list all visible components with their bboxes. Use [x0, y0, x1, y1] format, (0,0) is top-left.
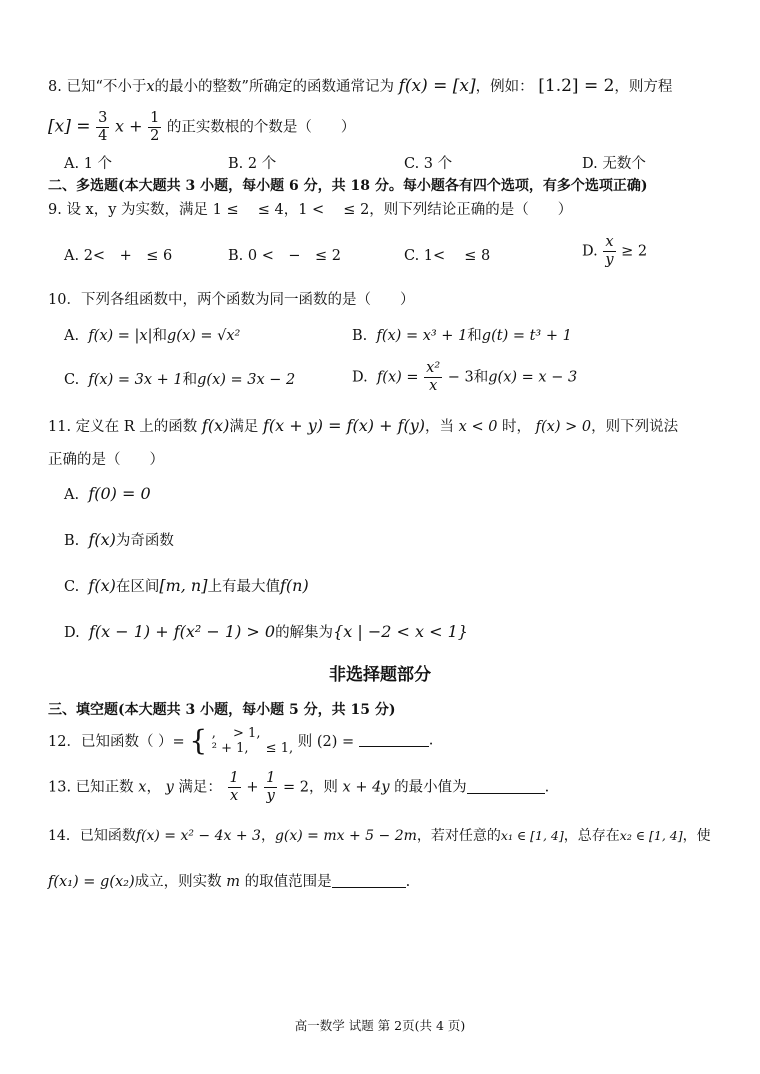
func-f-tail: − 3: [447, 369, 474, 386]
q10-stem: 10．下列各组函数中，两个函数为同一函数的是（ ）: [48, 292, 415, 308]
option-tail: ≥ 2: [621, 243, 648, 260]
frac-num: x: [603, 234, 615, 252]
option-label: D.: [582, 243, 598, 260]
page-footer: 高一数学 试题 第 2页(共 4 页): [294, 1018, 466, 1033]
q14-text: ，总存在: [563, 828, 620, 844]
q14-line1: [48, 826, 711, 846]
part-2-title: 非选择题部分: [329, 665, 431, 685]
var-x: x: [138, 779, 147, 796]
option-text: 为奇函数: [115, 533, 174, 549]
fraction-1-x: [228, 770, 241, 805]
frac-den: y: [605, 252, 614, 268]
fraction-1-y: [264, 770, 277, 805]
q8-text: ，例如：: [475, 79, 534, 95]
additive-equation: f(x + y) = f(x) + f(y): [262, 416, 426, 435]
func-fn: f(n): [279, 576, 309, 595]
func-f: f(x): [201, 416, 230, 435]
q11-option-c: [64, 576, 309, 597]
x2-domain: x₂ ∈ [1, 4]: [619, 828, 683, 843]
answer-blank[interactable]: [359, 732, 429, 747]
q14-text: 成立，则实数: [134, 874, 222, 890]
option-label: D.: [352, 369, 368, 386]
q11-text: ，当: [425, 419, 455, 435]
q13-text: 的最小值为: [394, 779, 467, 796]
frac-num: 3: [98, 110, 108, 126]
q8-option-b: B. 2 个: [228, 156, 277, 172]
x1-domain: x₁ ∈ [1, 4]: [500, 828, 564, 843]
func-g: g(x) = 3x − 2: [197, 372, 296, 388]
q11-stem-line1: [48, 416, 678, 437]
condition: x < 0: [458, 419, 498, 435]
condition: f(x) > 0: [535, 419, 592, 435]
and-text: 和: [182, 372, 198, 388]
and-text: 和: [152, 328, 167, 344]
func-f: f(x) = 3x + 1: [88, 372, 183, 388]
q12-line: [48, 724, 433, 757]
frac-den: x: [429, 378, 438, 394]
fraction-x-y: [603, 234, 615, 269]
func-f: f(x): [88, 576, 116, 595]
q14-text: 的取值范围是: [244, 874, 332, 890]
q8-text: 的最小的整数”所确定的函数通常记为: [154, 79, 394, 95]
q9-option-b: B. 0 < − ≤ 2: [228, 248, 341, 264]
q10-option-b: [352, 326, 572, 346]
option-label: D.: [64, 625, 80, 641]
frac-num: 1: [266, 770, 276, 786]
func-g: g(x) = x − 3: [488, 369, 578, 386]
q14-text: 14．已知函数: [48, 828, 136, 844]
q14-text: ，使: [682, 828, 711, 844]
q11-text: ，则下列说法: [591, 419, 679, 435]
option-label: C.: [64, 372, 80, 388]
q11-stem-line2: 正确的是（ ）: [48, 452, 164, 468]
option-label: B.: [352, 328, 368, 344]
q14-text: ，若对任意的: [416, 828, 501, 844]
frac-den: 4: [98, 128, 108, 144]
q9-stem: 9. 设 x，y 为实数，满足 1 ≤ ≤ 4，1 < ≤ 2，则下列结论正确的是（ ）: [48, 202, 573, 218]
piecewise-cases: [212, 726, 293, 756]
eq: = 2: [282, 779, 309, 796]
q8-text: 8. 已知“不小于: [48, 79, 147, 95]
period: .: [428, 732, 434, 749]
q12-text: 12．已知函数（ ）=: [48, 734, 185, 750]
var-m: m: [226, 874, 240, 890]
q8-option-a: A. 1 个: [64, 156, 113, 172]
fraction-3-4: [96, 110, 109, 145]
ceil-example: [1.2] = 2: [538, 76, 615, 96]
func-g: g(x) = mx + 5 − 2m: [274, 828, 417, 844]
interval: [m, n]: [159, 576, 208, 595]
section-3-title: 三、填空题(本大题共 3 小题，每小题 5 分，共 15 分): [48, 702, 396, 718]
eq-mid: x +: [114, 116, 143, 136]
fraction-x2-x: [424, 360, 442, 395]
and-text: 和: [473, 369, 489, 386]
frac-den: y: [266, 788, 275, 804]
option-text: 上有最大值: [207, 579, 280, 595]
option-expr: f(x − 1) + f(x² − 1) > 0: [88, 622, 276, 641]
case-2: ² + 1, ≤ 1,: [211, 740, 294, 756]
period: .: [544, 779, 550, 796]
q14-line2: [48, 872, 410, 892]
func-f: f(x) = |x|: [88, 328, 153, 344]
q10-option-a: [64, 326, 240, 346]
var-y: y: [165, 779, 174, 796]
and-text: 和: [467, 328, 482, 344]
frac-num: 1: [229, 770, 239, 786]
func-f: f(x) = x² − 4x + 3: [135, 828, 261, 844]
q8-equation-line: [48, 110, 355, 145]
q11-option-d: [64, 622, 468, 643]
eq-lhs: [x] =: [48, 116, 91, 137]
func-g: g(x) = √x²: [167, 328, 241, 344]
ceil-function-def: f(x) = [x]: [398, 76, 476, 96]
q13-line: [48, 770, 549, 805]
q14-text: ，: [260, 828, 275, 844]
q11-text: 时，: [502, 419, 532, 435]
func-f: f(x): [88, 530, 116, 549]
q8-text: ，则方程: [614, 79, 673, 95]
q11-option-b: [64, 530, 174, 551]
piecewise-brace: {: [189, 724, 208, 757]
period: .: [405, 874, 411, 890]
frac-den: 2: [150, 128, 160, 144]
func-f: f(x) = x³ + 1: [376, 328, 468, 344]
frac-num: x²: [426, 360, 441, 376]
fraction-1-2: [148, 110, 161, 145]
q10-option-d: [352, 360, 577, 395]
q11-text: 11. 定义在 R 上的函数: [48, 419, 198, 435]
answer-blank[interactable]: [467, 779, 545, 794]
case-1: , > 1,: [211, 725, 261, 741]
option-label: C.: [64, 579, 80, 595]
option-text: 的解集为: [275, 625, 334, 641]
q13-text: 满足：: [178, 779, 222, 796]
func-f: f(x) =: [376, 369, 419, 386]
target-expr: x + 4y: [342, 779, 390, 796]
q9-option-a: A. 2< + ≤ 6: [64, 248, 173, 264]
equality-expr: f(x₁) = g(x₂): [48, 874, 135, 890]
option-label: B.: [64, 533, 80, 549]
option-label: A.: [64, 487, 80, 503]
section-2-title: 二、多选题(本大题共 3 小题，每小题 6 分，共 18 分。每小题各有四个选项，有多个选项正确): [48, 178, 648, 194]
option-expr: f(0) = 0: [88, 484, 151, 503]
q13-text: ，: [146, 779, 161, 796]
plus: +: [246, 779, 259, 796]
q13-text: ，则: [308, 779, 338, 796]
q12-text: 则 (2) =: [297, 734, 355, 750]
q9-option-c: C. 1< ≤ 8: [404, 248, 491, 264]
q9-option-d: [582, 234, 647, 269]
q13-text: 13. 已知正数: [48, 779, 134, 796]
func-g: g(t) = t³ + 1: [481, 328, 572, 344]
frac-den: x: [230, 788, 239, 804]
q10-option-c: [64, 370, 295, 390]
q8-option-c: C. 3 个: [404, 156, 453, 172]
q8-line1: [48, 76, 672, 97]
var-x: x: [146, 79, 155, 95]
q11-option-a: [64, 484, 151, 505]
option-label: A.: [64, 328, 80, 344]
answer-blank[interactable]: [332, 873, 406, 888]
option-text: 在区间: [115, 579, 160, 595]
solution-set: {x | −2 < x < 1}: [333, 622, 468, 641]
frac-num: 1: [150, 110, 160, 126]
q8-text: 的正实数根的个数是（ ）: [166, 119, 356, 136]
q11-text: 满足: [229, 419, 259, 435]
q8-option-d: D. 无数个: [582, 156, 646, 172]
